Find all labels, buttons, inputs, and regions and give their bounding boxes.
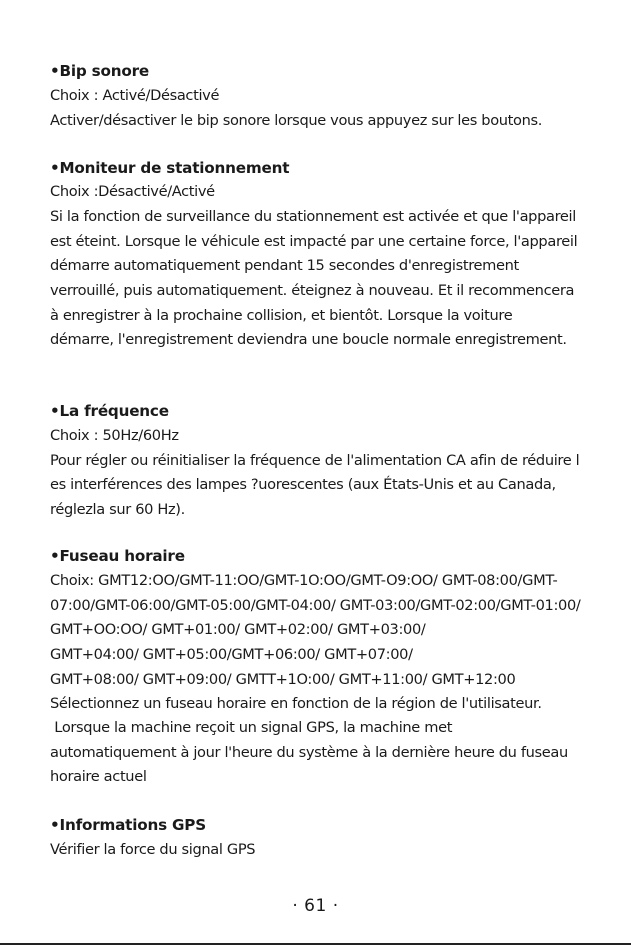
section-title-parking-monitor: •Moniteur de stationnement	[50, 159, 290, 177]
timezone-choices-line-5: GMT+08:00/ GMT+09:00/ GMTT+1O:00/ GMT+11:00/ GMT+12:00	[50, 671, 516, 688]
section-title-timezone: •Fuseau horaire	[50, 547, 185, 565]
page-number: · 61 ·	[292, 896, 339, 916]
desc-frequency-line-2: es interférences des lampes ?uorescentes (aux États-Unis et au Canada,	[50, 476, 556, 493]
desc-frequency-line-3: réglezla sur 60 Hz).	[50, 501, 185, 518]
desc-parking-line-1: Si la fonction de surveillance du stationnement est activée et que l'appareil	[50, 208, 576, 225]
desc-parking-line-4: verrouillé, puis automatiquement. éteignez à nouveau. Et il recommencera	[50, 282, 575, 299]
desc-parking-line-5: à enregistrer à la prochaine collision, et bientôt. Lorsque la voiture	[50, 307, 513, 324]
desc-timezone-line-1: Sélectionnez un fuseau horaire en fonction de la région de l'utilisateur.	[50, 695, 542, 712]
desc-parking-line-2: est éteint. Lorsque le véhicule est impacté par une certaine force, l'appareil	[50, 233, 578, 250]
timezone-choices-line-4: GMT+04:00/ GMT+05:00/GMT+06:00/ GMT+07:00/	[50, 646, 413, 663]
choice-bip-sonore: Choix : Activé/Désactivé	[50, 87, 220, 104]
section-title-bip-sonore: •Bip sonore	[50, 62, 149, 80]
bottom-divider	[0, 943, 631, 945]
desc-parking-line-3: démarre automatiquement pendant 15 secondes d'enregistrement	[50, 257, 519, 274]
desc-frequency-line-1: Pour régler ou réinitialiser la fréquence de l'alimentation CA afin de réduire l	[50, 452, 580, 469]
desc-bip-sonore-line-1: Activer/désactiver le bip sonore lorsque vous appuyez sur les boutons.	[50, 112, 543, 129]
timezone-choices-line-3: GMT+OO:OO/ GMT+01:00/ GMT+02:00/ GMT+03:00/	[50, 621, 426, 638]
desc-gps-line-1: Vérifier la force du signal GPS	[50, 841, 256, 858]
choice-frequency: Choix : 50Hz/60Hz	[50, 427, 179, 444]
desc-timezone-line-4: horaire actuel	[50, 768, 147, 785]
desc-timezone-line-3: automatiquement à jour l'heure du système à la dernière heure du fuseau	[50, 744, 568, 761]
desc-parking-line-6: démarre, l'enregistrement deviendra une boucle normale enregistrement.	[50, 331, 567, 348]
desc-timezone-line-2: Lorsque la machine reçoit un signal GPS, la machine met	[50, 719, 453, 736]
section-title-gps-info: •Informations GPS	[50, 816, 206, 834]
choice-parking-monitor: Choix :Désactivé/Activé	[50, 183, 215, 200]
section-title-frequency: •La fréquence	[50, 402, 169, 420]
timezone-choices-line-1: Choix: GMT12:OO/GMT-11:OO/GMT-1O:OO/GMT-O9:OO/ GMT-08:00/GMT-	[50, 572, 558, 589]
timezone-choices-line-2: 07:00/GMT-06:00/GMT-05:00/GMT-04:00/ GMT-03:00/GMT-02:00/GMT-01:00/	[50, 597, 581, 614]
